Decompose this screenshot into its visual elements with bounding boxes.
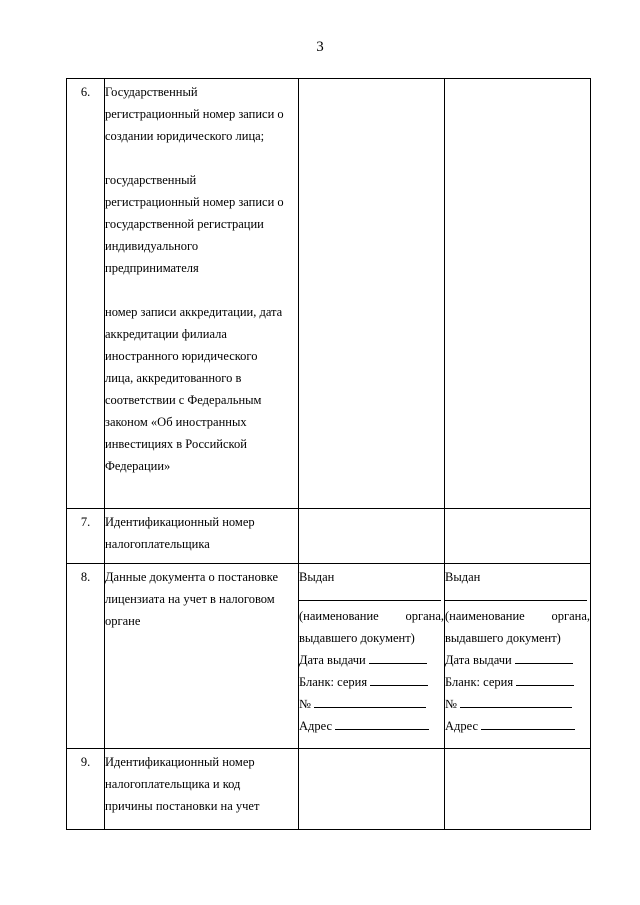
address-label: Адрес bbox=[445, 719, 479, 733]
issue-date-row bbox=[299, 649, 444, 671]
row-label-cell bbox=[105, 509, 299, 564]
label-line: Идентификационный номер bbox=[105, 515, 255, 529]
address-field[interactable] bbox=[481, 715, 575, 730]
table-row bbox=[67, 79, 591, 509]
row-number-cell bbox=[67, 564, 105, 749]
issuer-field[interactable] bbox=[299, 588, 441, 601]
label-line: лица, аккредитованного в bbox=[105, 371, 242, 385]
label-line: регистрационный номер записи о bbox=[105, 195, 284, 209]
label-line: Государственный bbox=[105, 85, 198, 99]
row-label-cell bbox=[105, 564, 299, 749]
document-block-1 bbox=[299, 564, 445, 749]
issuer-note: (наименование органа, bbox=[299, 609, 444, 623]
label-line: причины постановки на учет bbox=[105, 799, 260, 813]
label-line: номер записи аккредитации, дата bbox=[105, 305, 283, 319]
form-series-label: Бланк: серия bbox=[445, 675, 514, 689]
document-block-2 bbox=[445, 564, 591, 749]
address-field[interactable] bbox=[335, 715, 429, 730]
number-field[interactable] bbox=[460, 693, 572, 708]
form-series-field[interactable] bbox=[370, 671, 428, 686]
label-line: регистрационный номер записи о bbox=[105, 107, 284, 121]
label-line: предпринимателя bbox=[105, 261, 199, 275]
issued-label: Выдан bbox=[445, 570, 481, 584]
table-row bbox=[67, 564, 591, 749]
number-row bbox=[445, 693, 590, 715]
label-line: государственный bbox=[105, 173, 197, 187]
label-line: иностранного юридического bbox=[105, 349, 258, 363]
number-field[interactable] bbox=[314, 693, 426, 708]
label-line: налогоплательщика и код bbox=[105, 777, 241, 791]
row-number: 6. bbox=[80, 85, 91, 99]
label-line: лицензиата на учет в налоговом bbox=[105, 592, 275, 606]
issue-date-label: Дата выдачи bbox=[445, 653, 512, 667]
label-line: Данные документа о постановке bbox=[105, 570, 279, 584]
issuer-note: (наименование органа, bbox=[445, 609, 590, 623]
row-number-cell bbox=[67, 749, 105, 830]
value-cell-1[interactable] bbox=[299, 79, 445, 509]
row-number: 7. bbox=[80, 515, 91, 529]
label-line: индивидуального bbox=[105, 239, 199, 253]
value-cell-2[interactable] bbox=[445, 79, 591, 509]
issue-date-field[interactable] bbox=[515, 649, 573, 664]
row-number-cell bbox=[67, 79, 105, 509]
issue-date-row bbox=[445, 649, 590, 671]
issue-date-label: Дата выдачи bbox=[299, 653, 366, 667]
form-series-row bbox=[299, 671, 444, 693]
form-series-label: Бланк: серия bbox=[299, 675, 368, 689]
row-number-cell bbox=[67, 509, 105, 564]
form-series-field[interactable] bbox=[516, 671, 574, 686]
row-number: 8. bbox=[80, 570, 91, 584]
number-label: № bbox=[299, 697, 311, 711]
label-line: создании юридического лица; bbox=[105, 129, 265, 143]
page-number: 3 bbox=[316, 39, 324, 55]
number-row bbox=[299, 693, 444, 715]
label-line: соответствии с Федеральным bbox=[105, 393, 262, 407]
address-row bbox=[445, 715, 590, 737]
address-label: Адрес bbox=[299, 719, 333, 733]
address-row bbox=[299, 715, 444, 737]
issuer-note: выдавшего документ) bbox=[445, 631, 561, 645]
license-data-table bbox=[66, 78, 591, 830]
label-line: аккредитации филиала bbox=[105, 327, 227, 341]
label-line: органе bbox=[105, 614, 141, 628]
form-series-row bbox=[445, 671, 590, 693]
row-label-cell bbox=[105, 79, 299, 509]
value-cell-1[interactable] bbox=[299, 749, 445, 830]
value-cell-2[interactable] bbox=[445, 509, 591, 564]
number-label: № bbox=[445, 697, 457, 711]
value-cell-1[interactable] bbox=[299, 509, 445, 564]
issue-date-field[interactable] bbox=[369, 649, 427, 664]
value-cell-2[interactable] bbox=[445, 749, 591, 830]
issuer-note: выдавшего документ) bbox=[299, 631, 415, 645]
row-label-cell bbox=[105, 749, 299, 830]
table-row bbox=[67, 749, 591, 830]
label-line: инвестициях в Российской bbox=[105, 437, 247, 451]
label-line: налогоплательщика bbox=[105, 537, 210, 551]
row-number: 9. bbox=[80, 755, 91, 769]
issuer-field[interactable] bbox=[445, 588, 587, 601]
label-line: Идентификационный номер bbox=[105, 755, 255, 769]
label-line: законом «Об иностранных bbox=[105, 415, 247, 429]
issued-label: Выдан bbox=[299, 570, 335, 584]
label-line: государственной регистрации bbox=[105, 217, 264, 231]
label-line: Федерации» bbox=[105, 459, 171, 473]
table-row bbox=[67, 509, 591, 564]
